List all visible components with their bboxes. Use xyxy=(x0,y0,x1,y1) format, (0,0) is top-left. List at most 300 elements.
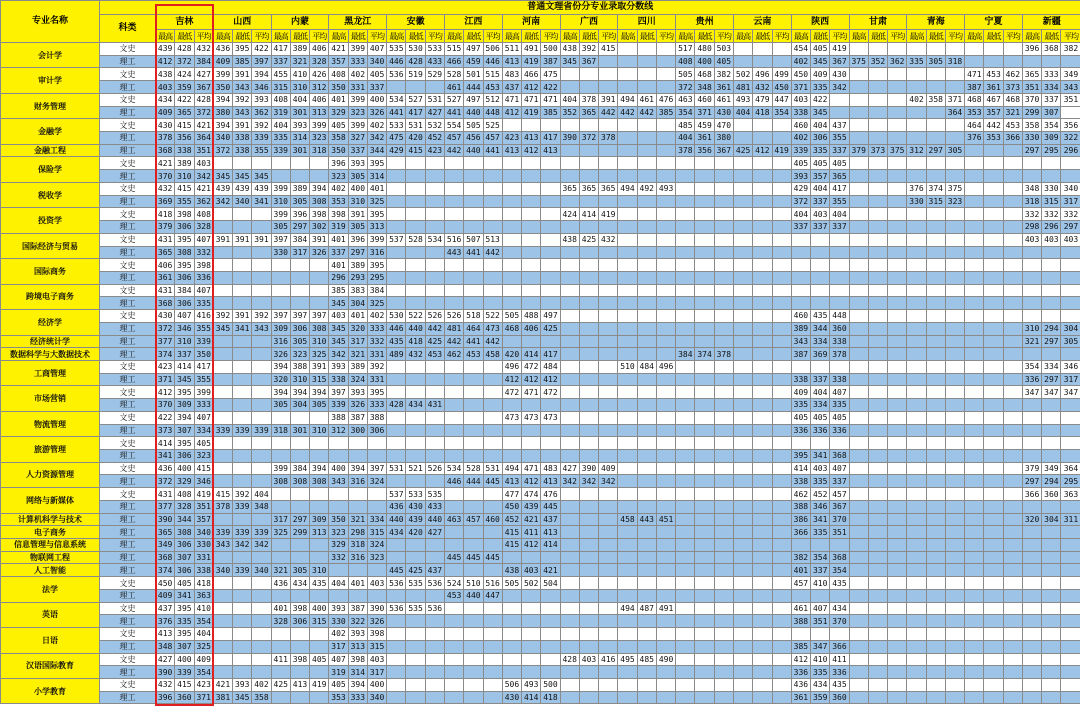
score-cell xyxy=(984,488,1003,501)
score-cell xyxy=(1003,602,1022,615)
score-cell xyxy=(772,539,791,552)
score-cell: 340 xyxy=(233,195,252,208)
score-cell xyxy=(560,437,579,450)
score-cell: 459 xyxy=(695,119,714,132)
score-cell: 434 xyxy=(811,678,830,691)
score-cell xyxy=(1061,271,1080,284)
score-cell: 321 xyxy=(1003,106,1022,119)
score-cell: 340 xyxy=(1061,182,1080,195)
score-cell xyxy=(329,437,348,450)
score-cell: 394 xyxy=(348,462,367,475)
table-row xyxy=(1,170,1080,183)
score-cell xyxy=(213,513,232,526)
score-cell: 405 xyxy=(194,437,213,450)
score-cell: 442 xyxy=(637,106,656,119)
score-cell xyxy=(1022,399,1041,412)
score-cell xyxy=(618,640,637,653)
score-cell xyxy=(213,157,232,170)
score-cell xyxy=(502,233,521,246)
score-cell: 425 xyxy=(733,144,752,157)
score-cell xyxy=(907,411,926,424)
score-cell xyxy=(868,132,887,145)
score-cell: 505 xyxy=(502,310,521,323)
score-cell xyxy=(656,348,675,361)
score-cell xyxy=(406,691,425,704)
stat-label: 最高 xyxy=(791,30,810,43)
score-cell xyxy=(637,43,656,56)
score-cell: 340 xyxy=(367,691,386,704)
score-cell xyxy=(714,182,733,195)
score-cell xyxy=(984,500,1003,513)
score-cell xyxy=(772,526,791,539)
score-cell: 351 xyxy=(811,615,830,628)
score-cell xyxy=(444,437,463,450)
score-cell xyxy=(579,628,598,641)
score-cell xyxy=(868,322,887,335)
score-cell: 344 xyxy=(811,322,830,335)
score-cell: 317 xyxy=(1061,373,1080,386)
score-cell xyxy=(984,182,1003,195)
score-cell xyxy=(984,539,1003,552)
score-cell xyxy=(926,628,945,641)
score-cell xyxy=(676,551,695,564)
score-cell: 485 xyxy=(637,653,656,666)
score-cell xyxy=(579,119,598,132)
score-cell xyxy=(926,221,945,234)
score-cell xyxy=(849,246,868,259)
score-cell: 364 xyxy=(945,106,964,119)
score-cell xyxy=(1003,373,1022,386)
score-cell: 435 xyxy=(387,335,406,348)
score-cell xyxy=(290,551,309,564)
score-cell xyxy=(984,386,1003,399)
score-cell xyxy=(965,411,984,424)
score-cell xyxy=(945,628,964,641)
score-cell xyxy=(464,628,483,641)
score-cell: 389 xyxy=(290,43,309,56)
score-cell: 399 xyxy=(194,386,213,399)
score-cell xyxy=(464,411,483,424)
score-cell xyxy=(637,678,656,691)
score-cell xyxy=(387,589,406,602)
score-cell xyxy=(310,271,329,284)
score-cell xyxy=(926,170,945,183)
score-cell: 345 xyxy=(811,106,830,119)
score-cell xyxy=(907,373,926,386)
score-cell xyxy=(599,577,618,590)
score-cell xyxy=(849,564,868,577)
score-cell xyxy=(965,284,984,297)
score-cell xyxy=(213,373,232,386)
subject-type: 理工 xyxy=(100,691,156,704)
score-cell xyxy=(676,475,695,488)
score-cell: 531 xyxy=(387,462,406,475)
score-cell xyxy=(541,640,560,653)
score-cell xyxy=(888,132,907,145)
score-cell: 457 xyxy=(830,488,849,501)
score-cell xyxy=(753,513,772,526)
score-cell xyxy=(868,462,887,475)
score-cell xyxy=(483,271,502,284)
score-cell xyxy=(791,246,810,259)
score-cell xyxy=(733,399,752,412)
score-cell xyxy=(868,539,887,552)
score-cell: 393 xyxy=(233,678,252,691)
table-row xyxy=(1,500,1080,513)
score-cell xyxy=(522,589,541,602)
score-cell: 309 xyxy=(175,399,194,412)
score-cell xyxy=(965,666,984,679)
score-cell: 457 xyxy=(791,577,810,590)
score-cell xyxy=(483,424,502,437)
score-cell xyxy=(444,602,463,615)
score-cell: 312 xyxy=(329,424,348,437)
score-cell xyxy=(464,653,483,666)
score-cell: 319 xyxy=(329,221,348,234)
score-cell xyxy=(945,691,964,704)
score-cell xyxy=(1061,246,1080,259)
score-cell: 384 xyxy=(290,462,309,475)
score-cell xyxy=(733,475,752,488)
major-name: 投资学 xyxy=(1,208,100,233)
score-cell xyxy=(560,360,579,373)
score-cell xyxy=(1042,691,1061,704)
score-cell: 425 xyxy=(271,678,290,691)
score-cell xyxy=(733,259,752,272)
score-cell xyxy=(926,157,945,170)
score-cell xyxy=(868,93,887,106)
score-cell xyxy=(541,335,560,348)
score-cell xyxy=(965,221,984,234)
score-cell xyxy=(695,475,714,488)
score-cell: 357 xyxy=(984,106,1003,119)
score-cell xyxy=(560,335,579,348)
score-cell: 450 xyxy=(502,500,521,513)
score-cell xyxy=(791,259,810,272)
score-cell xyxy=(541,233,560,246)
score-cell: 354 xyxy=(194,615,213,628)
score-cell xyxy=(252,589,271,602)
score-cell: 436 xyxy=(213,43,232,56)
score-cell xyxy=(965,551,984,564)
score-cell: 526 xyxy=(425,462,444,475)
score-cell xyxy=(926,640,945,653)
score-cell: 414 xyxy=(522,691,541,704)
score-cell: 446 xyxy=(444,475,463,488)
score-cell: 375 xyxy=(849,55,868,68)
score-cell xyxy=(753,653,772,666)
subject-type: 文史 xyxy=(100,386,156,399)
score-cell xyxy=(367,589,386,602)
score-cell xyxy=(1003,628,1022,641)
stat-label: 平均 xyxy=(656,30,675,43)
score-cell xyxy=(406,411,425,424)
score-cell xyxy=(656,450,675,463)
stat-label: 最低 xyxy=(984,30,1003,43)
score-cell xyxy=(984,678,1003,691)
score-cell xyxy=(926,539,945,552)
score-cell: 411 xyxy=(830,653,849,666)
score-cell xyxy=(387,246,406,259)
score-cell xyxy=(656,615,675,628)
score-cell: 433 xyxy=(425,500,444,513)
score-cell: 423 xyxy=(425,144,444,157)
score-cell xyxy=(310,411,329,424)
score-cell xyxy=(599,68,618,81)
score-cell xyxy=(310,488,329,501)
score-cell xyxy=(714,424,733,437)
score-cell xyxy=(733,462,752,475)
score-cell xyxy=(406,539,425,552)
score-cell: 298 xyxy=(348,526,367,539)
score-cell xyxy=(618,615,637,628)
score-cell: 336 xyxy=(1022,373,1041,386)
score-cell xyxy=(984,615,1003,628)
score-cell xyxy=(714,602,733,615)
subject-type: 文史 xyxy=(100,488,156,501)
score-cell xyxy=(1003,500,1022,513)
score-cell xyxy=(637,386,656,399)
score-cell: 376 xyxy=(907,182,926,195)
score-cell: 418 xyxy=(194,577,213,590)
score-cell xyxy=(868,157,887,170)
score-cell xyxy=(233,475,252,488)
score-cell: 361 xyxy=(984,81,1003,94)
score-cell xyxy=(888,208,907,221)
score-cell: 501 xyxy=(464,68,483,81)
score-cell xyxy=(1022,628,1041,641)
stat-label: 最低 xyxy=(1042,30,1061,43)
score-cell: 318 xyxy=(348,539,367,552)
score-cell: 474 xyxy=(522,488,541,501)
score-cell xyxy=(1042,271,1061,284)
score-cell xyxy=(945,157,964,170)
score-cell xyxy=(560,386,579,399)
score-cell xyxy=(907,666,926,679)
score-cell: 471 xyxy=(522,93,541,106)
score-cell xyxy=(984,628,1003,641)
score-cell: 442 xyxy=(483,246,502,259)
score-cell: 366 xyxy=(830,640,849,653)
score-cell xyxy=(753,628,772,641)
score-cell xyxy=(656,488,675,501)
major-name: 汉语国际教育 xyxy=(1,653,100,678)
score-cell: 356 xyxy=(175,132,194,145)
score-cell xyxy=(1003,157,1022,170)
score-cell xyxy=(1042,615,1061,628)
score-cell xyxy=(656,43,675,56)
province-header: 河南 xyxy=(502,15,560,30)
score-cell xyxy=(849,551,868,564)
score-cell xyxy=(733,386,752,399)
score-cell xyxy=(406,182,425,195)
score-cell: 481 xyxy=(444,322,463,335)
score-cell: 400 xyxy=(348,182,367,195)
score-cell: 339 xyxy=(175,666,194,679)
score-cell xyxy=(637,119,656,132)
score-cell xyxy=(233,284,252,297)
score-cell xyxy=(560,691,579,704)
score-cell xyxy=(560,615,579,628)
score-cell xyxy=(965,322,984,335)
score-cell xyxy=(772,437,791,450)
score-cell: 317 xyxy=(1061,195,1080,208)
score-cell: 441 xyxy=(464,246,483,259)
score-cell xyxy=(656,297,675,310)
score-cell: 475 xyxy=(541,68,560,81)
score-cell xyxy=(213,551,232,564)
score-cell xyxy=(695,539,714,552)
score-cell: 408 xyxy=(329,68,348,81)
score-cell: 339 xyxy=(233,526,252,539)
score-cell xyxy=(926,335,945,348)
score-cell xyxy=(425,551,444,564)
score-cell: 438 xyxy=(502,564,521,577)
score-cell xyxy=(907,691,926,704)
score-cell xyxy=(290,170,309,183)
score-cell xyxy=(290,437,309,450)
score-cell: 302 xyxy=(310,221,329,234)
score-cell: 391 xyxy=(233,119,252,132)
score-cell xyxy=(926,678,945,691)
table-row xyxy=(1,589,1080,602)
score-cell xyxy=(618,589,637,602)
score-cell: 351 xyxy=(830,526,849,539)
score-cell xyxy=(213,462,232,475)
major-name: 信息管理与信息系统 xyxy=(1,539,100,552)
score-cell: 297 xyxy=(1042,373,1061,386)
score-cell xyxy=(502,195,521,208)
score-cell xyxy=(1022,602,1041,615)
score-cell: 433 xyxy=(425,55,444,68)
score-cell xyxy=(753,310,772,323)
score-cell xyxy=(888,678,907,691)
score-cell xyxy=(945,500,964,513)
score-cell xyxy=(984,322,1003,335)
table-row xyxy=(1,310,1080,323)
score-cell xyxy=(637,81,656,94)
score-cell xyxy=(965,589,984,602)
score-cell: 382 xyxy=(714,68,733,81)
score-cell: 340 xyxy=(252,564,271,577)
score-cell xyxy=(483,399,502,412)
score-cell xyxy=(310,551,329,564)
score-cell xyxy=(945,488,964,501)
score-cell xyxy=(483,386,502,399)
score-cell: 496 xyxy=(656,360,675,373)
score-cell: 352 xyxy=(560,106,579,119)
score-cell: 346 xyxy=(194,475,213,488)
score-cell: 366 xyxy=(1022,488,1041,501)
score-cell xyxy=(541,119,560,132)
score-cell xyxy=(714,653,733,666)
score-cell: 516 xyxy=(444,233,463,246)
score-cell: 428 xyxy=(194,93,213,106)
score-cell xyxy=(907,271,926,284)
score-cell xyxy=(733,195,752,208)
score-cell xyxy=(907,157,926,170)
score-cell xyxy=(406,666,425,679)
score-cell: 419 xyxy=(522,106,541,119)
score-cell: 407 xyxy=(194,233,213,246)
score-cell xyxy=(945,132,964,145)
score-cell: 389 xyxy=(791,322,810,335)
stat-label: 平均 xyxy=(945,30,964,43)
score-cell: 321 xyxy=(290,55,309,68)
score-cell: 401 xyxy=(329,259,348,272)
score-cell xyxy=(772,602,791,615)
score-cell xyxy=(849,259,868,272)
score-cell xyxy=(888,500,907,513)
score-cell: 361 xyxy=(791,691,810,704)
score-cell: 335 xyxy=(175,615,194,628)
score-cell: 446 xyxy=(387,322,406,335)
score-cell xyxy=(965,297,984,310)
score-cell xyxy=(695,259,714,272)
score-cell: 343 xyxy=(1061,81,1080,94)
score-cell xyxy=(1003,437,1022,450)
score-cell xyxy=(907,348,926,361)
score-cell xyxy=(464,170,483,183)
score-cell xyxy=(656,271,675,284)
score-cell: 471 xyxy=(522,462,541,475)
score-cell xyxy=(560,119,579,132)
score-cell: 472 xyxy=(502,386,521,399)
score-cell xyxy=(425,259,444,272)
score-cell xyxy=(599,386,618,399)
subject-type: 理工 xyxy=(100,399,156,412)
score-cell xyxy=(868,246,887,259)
score-cell: 399 xyxy=(348,119,367,132)
score-cell xyxy=(387,195,406,208)
score-cell: 369 xyxy=(156,195,175,208)
table-row xyxy=(1,55,1080,68)
score-cell: 427 xyxy=(560,462,579,475)
province-header: 四川 xyxy=(618,15,676,30)
score-cell xyxy=(1003,424,1022,437)
score-cell xyxy=(483,526,502,539)
score-cell xyxy=(984,271,1003,284)
score-cell: 336 xyxy=(830,666,849,679)
score-cell xyxy=(483,500,502,513)
score-cell xyxy=(733,119,752,132)
score-cell: 400 xyxy=(329,462,348,475)
score-cell xyxy=(1042,551,1061,564)
score-cell xyxy=(1003,221,1022,234)
score-cell xyxy=(772,424,791,437)
score-cell: 345 xyxy=(811,55,830,68)
stat-label: 平均 xyxy=(599,30,618,43)
score-cell xyxy=(772,322,791,335)
stat-label: 最高 xyxy=(907,30,926,43)
score-cell: 364 xyxy=(194,132,213,145)
score-cell: 372 xyxy=(213,144,232,157)
score-cell xyxy=(1022,348,1041,361)
score-cell: 354 xyxy=(811,551,830,564)
score-cell: 414 xyxy=(522,348,541,361)
score-cell xyxy=(406,195,425,208)
score-cell: 318 xyxy=(310,144,329,157)
score-cell xyxy=(444,182,463,195)
score-cell xyxy=(252,450,271,463)
score-cell xyxy=(984,208,1003,221)
score-cell: 409 xyxy=(156,106,175,119)
province-header: 云南 xyxy=(733,15,791,30)
score-cell xyxy=(849,411,868,424)
score-cell: 391 xyxy=(348,208,367,221)
score-cell: 527 xyxy=(406,93,425,106)
score-cell xyxy=(502,297,521,310)
